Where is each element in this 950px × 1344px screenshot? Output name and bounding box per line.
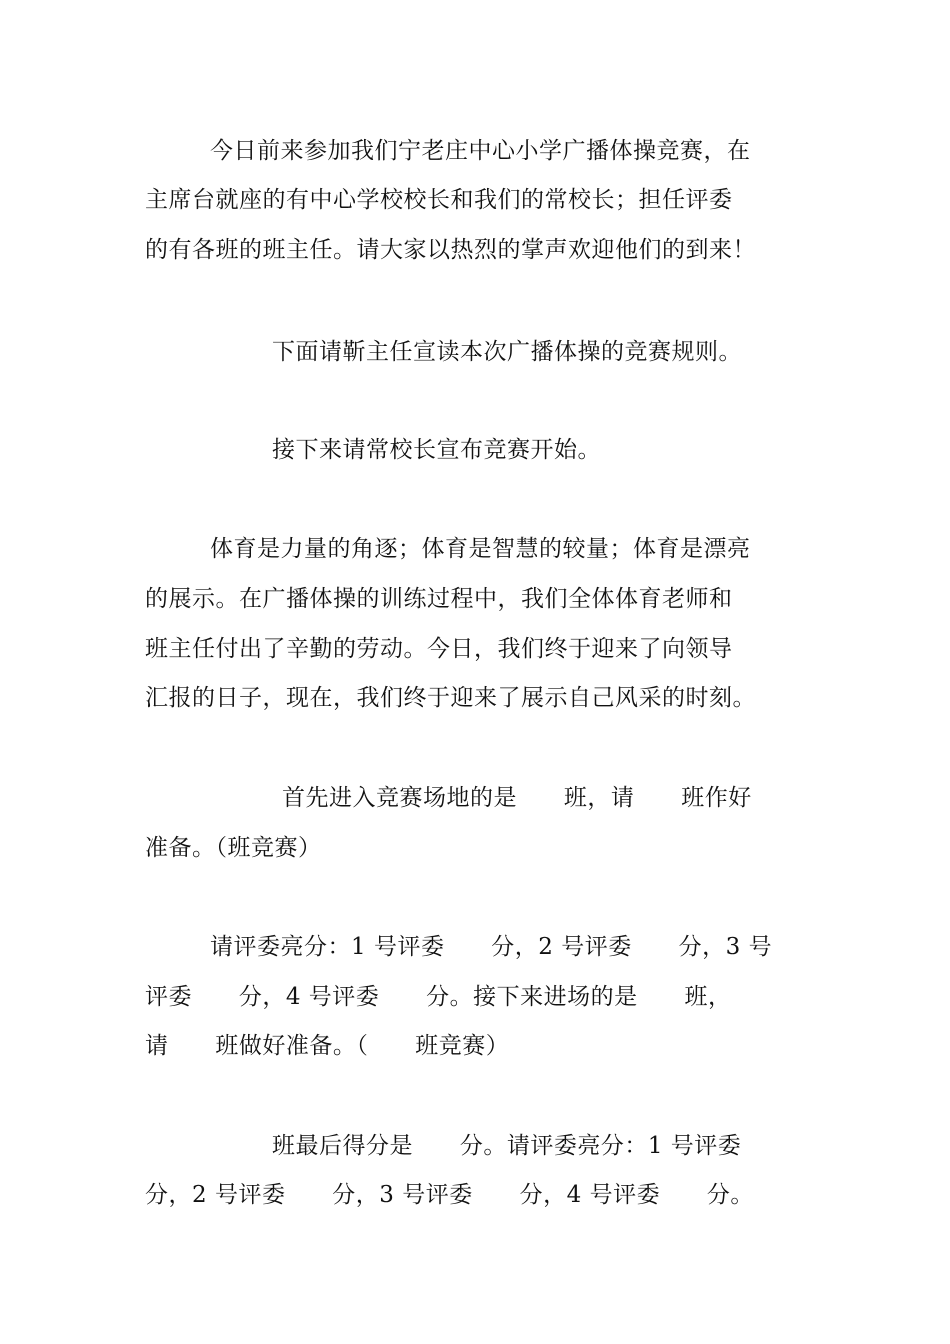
text-line: 首先进入竞赛场地的是 班，请 班作好 <box>282 785 752 811</box>
text-line: 准备。（班竞赛） <box>145 835 322 861</box>
text-line: 的有各班的班主任。请大家以热烈的掌声欢迎他们的到来！ <box>145 237 756 263</box>
text-line: 请 班做好准备。（ 班竞赛） <box>145 1033 510 1059</box>
text-line: 评委 分，4 号评委 分。接下来进场的是 班， <box>145 984 732 1010</box>
text-line: 的展示。在广播体操的训练过程中，我们全体体育老师和 <box>145 586 733 612</box>
text-line: 接下来请常校长宣布竞赛开始。 <box>272 437 601 463</box>
text-line: 体育是力量的角逐；体育是智慧的较量；体育是漂亮 <box>210 536 751 562</box>
text-line: 主席台就座的有中心学校校长和我们的常校长；担任评委 <box>145 187 733 213</box>
text-line: 汇报的日子，现在，我们终于迎来了展示自己风采的时刻。 <box>145 685 756 711</box>
text-line: 分，2 号评委 分，3 号评委 分，4 号评委 分。 <box>145 1182 754 1208</box>
text-line: 下面请靳主任宣读本次广播体操的竞赛规则。 <box>272 339 742 365</box>
text-line: 班主任付出了辛勤的劳动。今日，我们终于迎来了向领导 <box>145 636 733 662</box>
text-line: 班最后得分是 分。请评委亮分：1 号评委 <box>272 1133 742 1159</box>
text-line: 请评委亮分：1 号评委 分，2 号评委 分，3 号 <box>210 934 773 960</box>
text-line: 今日前来参加我们宁老庄中心小学广播体操竞赛，在 <box>210 138 751 164</box>
